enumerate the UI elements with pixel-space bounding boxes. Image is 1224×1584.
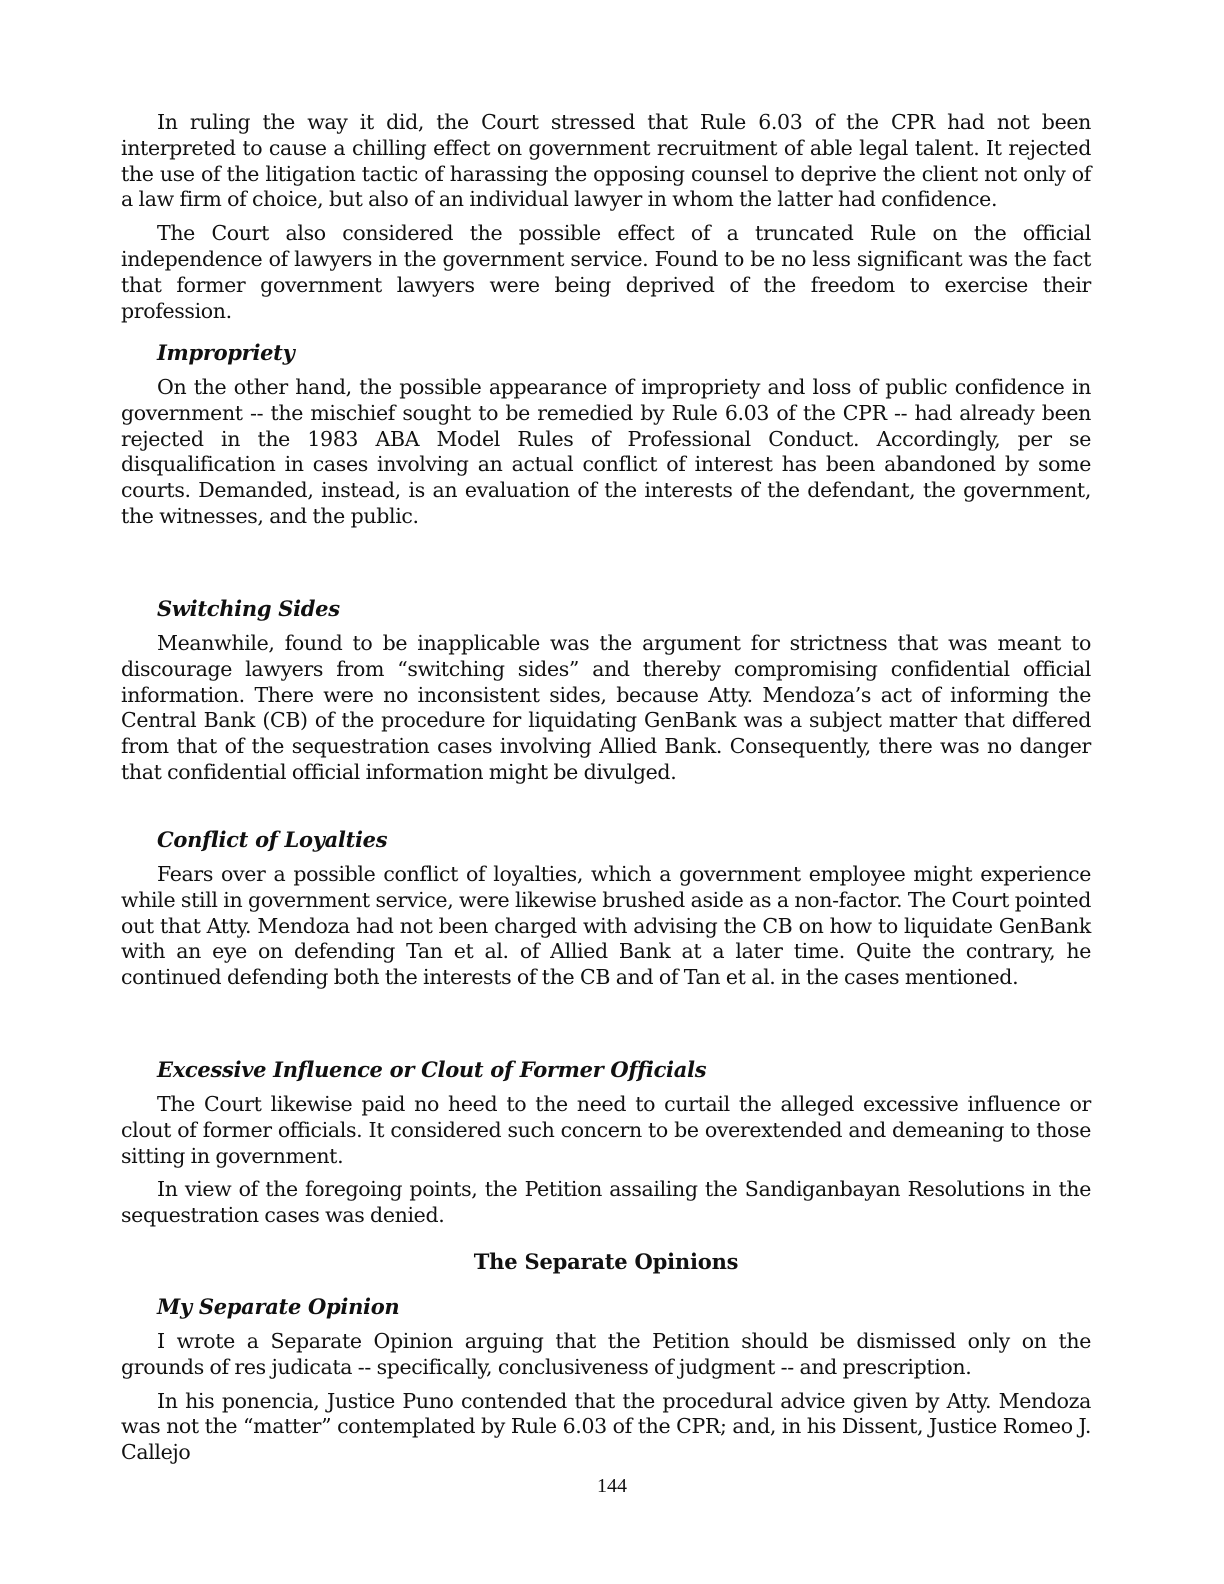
heading-impropriety: Impropriety	[157, 340, 295, 365]
paragraph-impropriety: On the other hand, the possible appearance of impropriety and loss of public confidence in government -- the mischief sought to be remedied by Rule 6.03 of the CPR -- had already been rejected in the 1983 ABA Model Rules of Professional Conduct. Accordingly, per se disqualification in cases involving an actual conflict of interest has been abandoned by some courts. Demanded, instead, is an evaluation of the interests of the defendant, the government, the witnesses, and the public.	[121, 375, 1091, 528]
section-conflict-of-loyalties	[121, 827, 1091, 991]
paragraph-independence: The Court also considered the possible effect of a truncated Rule on the official independence of lawyers in the government service. Found to be no less significant was the fact that former government lawyers were being deprived of the freedom to exercise their profession.	[121, 221, 1091, 323]
paragraph-excessive-influence: The Court likewise paid no heed to the need to curtail the alleged excessive influence or clout of former officials. It considered such concern to be overextended and demeaning to those sitting in government.	[121, 1092, 1091, 1168]
section-switching-sides	[121, 596, 1091, 786]
heading-conflict-of-loyalties: Conflict of Loyalties	[157, 827, 388, 852]
section-separate-opinions	[121, 1249, 1091, 1466]
paragraph-switching-sides: Meanwhile, found to be inapplicable was the argument for strictness that was meant to discourage lawyers from “switching sides” and thereby compromising confidential official information. There were no inconsistent sides, because Atty. Mendoza’s act of informing the Central Bank (CB) of the procedure for liquidating GenBank was a subject matter that differed from that of the sequestration cases involving Allied Bank. Consequently, there was no danger that confidential official information might be divulged.	[121, 631, 1091, 784]
paragraph-ruling: In ruling the way it did, the Court stressed that Rule 6.03 of the CPR had not been interpreted to cause a chilling effect on government recruitment of able legal talent. It rejected the use of the litigation tactic of harassing the opposing counsel to deprive the client not only of a law firm of choice, but also of an individual lawyer in whom the latter had confidence.	[121, 110, 1091, 212]
section-intro	[121, 110, 1091, 324]
section-excessive-influence	[121, 1057, 1091, 1229]
heading-separate-opinions: The Separate Opinions	[473, 1249, 739, 1274]
paragraph-conflict-of-loyalties: Fears over a possible conflict of loyalties, which a government employee might experience while still in government service, were likewise brushed aside as a non-factor. The Court pointed out that Atty. Mendoza had not been charged with advising the CB on how to liquidate GenBank with an eye on defending Tan et al. of Allied Bank at a later time. Quite the contrary, he continued defending both the interests of the CB and of Tan et al. in the cases mentioned.	[121, 862, 1091, 990]
paragraph-my-separate-opinion: I wrote a Separate Opinion arguing that the Petition should be dismissed only on the grounds of res judicata -- specifically, conclusiveness of judgment -- and prescription.	[121, 1329, 1091, 1379]
page-number: 144	[597, 1475, 627, 1497]
paragraph-ponencia: In his ponencia, Justice Puno contended that the procedural advice given by Atty. Mendoza was not the “matter” contemplated by Rule 6.03 of the CPR; and, in his Dissent, Justice Romeo J. Callejo	[121, 1388, 1091, 1465]
paragraph-petition-denied: In view of the foregoing points, the Petition assailing the Sandiganbayan Resolutions in the sequestration cases was denied.	[121, 1177, 1091, 1228]
heading-my-separate-opinion: My Separate Opinion	[157, 1294, 400, 1319]
section-impropriety	[121, 340, 1091, 530]
heading-excessive-influence: Excessive Influence or Clout of Former Officials	[157, 1057, 707, 1082]
heading-switching-sides: Switching Sides	[157, 596, 340, 621]
